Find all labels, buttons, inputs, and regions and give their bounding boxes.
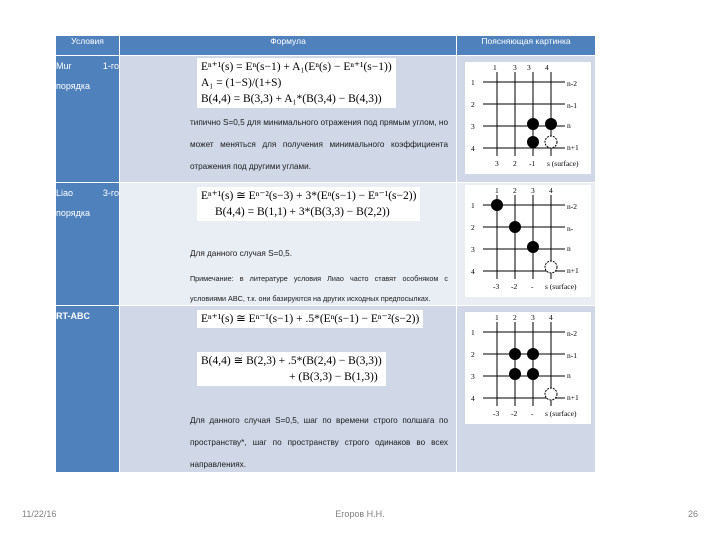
bottom-label: -3 bbox=[493, 282, 500, 291]
bottom-label: -1 bbox=[529, 159, 536, 168]
top-label: 4 bbox=[549, 186, 553, 195]
formula-note: Примечание: в литературе условия Лиао часто ставят особняком с условиями ABC, т.к. они базируются на других исходных предпосылках. bbox=[190, 274, 448, 303]
left-label: 1 bbox=[471, 78, 475, 87]
formula-image bbox=[197, 352, 386, 386]
target-node bbox=[545, 388, 557, 400]
grid-diagram bbox=[465, 62, 591, 174]
bottom-label: -3 bbox=[493, 409, 500, 418]
left-label: 4 bbox=[471, 394, 475, 403]
right-label: n-2 bbox=[567, 329, 577, 338]
bottom-label: 2 bbox=[513, 159, 517, 168]
top-label: 2 bbox=[513, 186, 517, 195]
right-label: n- bbox=[567, 224, 574, 233]
conditions-table bbox=[55, 35, 596, 473]
formula-cell-rt-abc bbox=[120, 306, 457, 473]
right-label: n bbox=[567, 244, 571, 253]
top-label: 1 bbox=[493, 63, 497, 72]
left-label: 2 bbox=[471, 350, 475, 359]
top-label: 1 bbox=[495, 186, 499, 195]
top-label: 2 bbox=[513, 313, 517, 322]
footer-date: 11/22/16 bbox=[22, 509, 57, 519]
right-label: n bbox=[567, 371, 571, 380]
condition-order: 3-го bbox=[102, 188, 119, 198]
formula-image bbox=[197, 310, 423, 328]
header-picture: Поясняющая картинка bbox=[457, 36, 596, 56]
right-label: n+1 bbox=[567, 393, 579, 402]
picture-cell-liao bbox=[457, 183, 596, 306]
bottom-label: s (surface) bbox=[547, 159, 579, 168]
left-label: 3 bbox=[471, 245, 475, 254]
condition-name: RT-ABC bbox=[56, 311, 90, 321]
header-conditions: Условия bbox=[56, 36, 120, 56]
formula-image bbox=[197, 187, 420, 221]
formula-line: + (B(3,3) − B(1,3)) bbox=[289, 371, 378, 383]
node-dot bbox=[509, 368, 521, 380]
right-label: n-2 bbox=[567, 202, 577, 211]
condition-order-word: порядка bbox=[56, 81, 91, 91]
grid-picture bbox=[465, 312, 591, 424]
target-node bbox=[545, 136, 557, 148]
grid-diagram bbox=[465, 312, 591, 424]
formula-line: Eⁿ⁺¹(s) ≅ Eⁿ⁻¹(s−1) + .5*(Eⁿ(s−1) − Eⁿ⁻²(s−2)) bbox=[201, 313, 420, 325]
node-dot bbox=[527, 118, 539, 130]
grid-picture bbox=[465, 185, 591, 297]
left-label: 2 bbox=[471, 100, 475, 109]
formula-line: A₁ = (1−S)/(1+S) bbox=[201, 77, 282, 89]
left-label: 2 bbox=[471, 223, 475, 232]
right-label: n-2 bbox=[567, 79, 577, 88]
bottom-label: s (surface) bbox=[545, 409, 577, 418]
formula-line: B(4,4) = B(1,1) + 3*(B(3,3) − B(2,2)) bbox=[215, 206, 390, 218]
condition-cell-rt-abc bbox=[56, 306, 120, 473]
top-label: 3 bbox=[531, 186, 535, 195]
left-label: 3 bbox=[471, 122, 475, 131]
right-label: n bbox=[567, 121, 571, 130]
left-label: 3 bbox=[471, 372, 475, 381]
bottom-label: 3 bbox=[495, 159, 499, 168]
node-dot bbox=[491, 199, 503, 211]
target-node bbox=[545, 261, 557, 273]
bottom-label: - bbox=[531, 409, 534, 418]
top-label: 3 bbox=[527, 63, 531, 72]
condition-cell-liao bbox=[56, 183, 120, 306]
footer-author: Егоров Н.Н. bbox=[335, 509, 385, 519]
condition-order: 1-го bbox=[102, 61, 119, 71]
top-label: 3 bbox=[513, 63, 517, 72]
bottom-label: -2 bbox=[511, 409, 518, 418]
formula-cell-mur bbox=[120, 56, 457, 183]
condition-name: Мur bbox=[56, 61, 72, 71]
formula-cell-liao bbox=[120, 183, 457, 306]
left-label: 4 bbox=[471, 267, 475, 276]
node-dot bbox=[527, 241, 539, 253]
node-dot bbox=[527, 368, 539, 380]
grid-picture bbox=[465, 62, 591, 174]
condition-name: Liao bbox=[56, 188, 74, 198]
bottom-label: - bbox=[531, 282, 534, 291]
node-dot bbox=[527, 348, 539, 360]
formula-line: Eⁿ⁺¹(s) = Eⁿ(s−1) + A₁(Eⁿ(s) − Eⁿ⁺¹(s−1)) bbox=[201, 61, 392, 73]
top-label: 4 bbox=[549, 313, 553, 322]
node-dot bbox=[545, 118, 557, 130]
formula-line: B(4,4) ≅ B(2,3) + .5*(B(2,4) − B(3,3)) bbox=[201, 355, 382, 367]
bottom-label: s (surface) bbox=[545, 282, 577, 291]
node-dot bbox=[509, 348, 521, 360]
node-dot bbox=[527, 136, 539, 148]
formula-line: B(4,4) = B(3,3) + A₁*(B(3,4) − B(4,3)) bbox=[201, 93, 382, 105]
left-label: 1 bbox=[471, 328, 475, 337]
footer-page-number: 26 bbox=[687, 509, 698, 519]
formula-description: Для данного случая S=0,5, шаг по времени строго полшага по пространству*, шаг по пространству строго одинаков во всех направлениях. bbox=[190, 416, 448, 469]
formula-image bbox=[197, 58, 396, 108]
formula-description: Для данного случая S=0,5. bbox=[190, 249, 292, 258]
grid-diagram bbox=[465, 185, 591, 297]
top-label: 4 bbox=[545, 63, 549, 72]
right-label: n+1 bbox=[567, 143, 579, 152]
header-formula: Формула bbox=[120, 36, 457, 56]
top-label: 3 bbox=[531, 313, 535, 322]
right-label: n-1 bbox=[567, 101, 577, 110]
left-label: 1 bbox=[471, 201, 475, 210]
left-label: 4 bbox=[471, 144, 475, 153]
node-dot bbox=[509, 221, 521, 233]
right-label: n-1 bbox=[567, 351, 577, 360]
top-label: 1 bbox=[495, 313, 499, 322]
condition-order-word: порядка bbox=[56, 208, 91, 218]
right-label: n+1 bbox=[567, 266, 579, 275]
picture-cell-mur bbox=[457, 56, 596, 183]
formula-description: типично S=0,5 для минимального отражения под прямым углом, но может меняться для получения минимального коэффициента отражения под другими углами. bbox=[190, 118, 448, 171]
picture-cell-rt-abc bbox=[457, 306, 596, 473]
formula-line: Eⁿ⁺¹(s) ≅ Eⁿ⁻²(s−3) + 3*(Eⁿ(s−1) − Eⁿ⁻¹(s−2)) bbox=[201, 190, 417, 202]
condition-cell-mur bbox=[56, 56, 120, 183]
bottom-label: -2 bbox=[511, 282, 518, 291]
